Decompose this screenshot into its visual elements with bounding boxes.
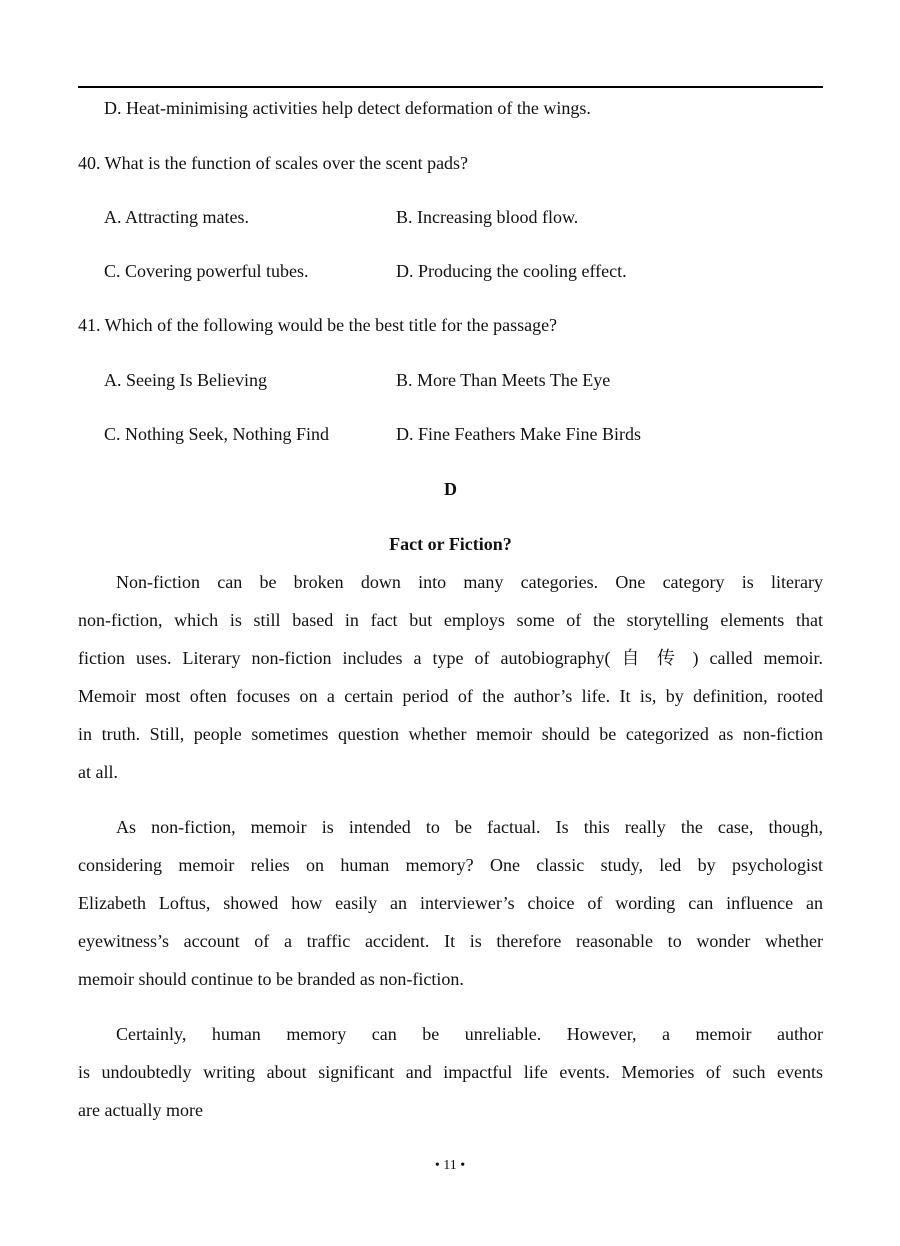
paragraph-2-line: Elizabeth Loftus, showed how easily an interviewer’s choice of wording can influence an (78, 893, 823, 913)
q40-option-b: B. Increasing blood flow. (396, 207, 579, 227)
paragraph-1-line: Non-fiction can be broken down into many categories. One category is literary (116, 572, 823, 592)
q40-option-d: D. Producing the cooling effect. (396, 261, 627, 281)
question-40-stem: 40. What is the function of scales over the scent pads? (78, 153, 469, 173)
paragraph-1-line: non-fiction, which is still based in fact but employs some of the storytelling elements that (78, 610, 823, 630)
q41-option-c: C. Nothing Seek, Nothing Find (104, 424, 330, 444)
paragraph-2-line: considering memoir relies on human memory? One classic study, led by psychologist (78, 855, 823, 875)
paragraph-1-line: at all. (78, 762, 118, 782)
page-number: • 11 • (434, 1158, 466, 1173)
paragraph-1-line: Memoir most often focuses on a certain period of the author’s life. It is, by definition, rooted (78, 686, 823, 706)
q41-option-a: A. Seeing Is Believing (104, 370, 267, 390)
passage-title: Fact or Fiction? (389, 534, 512, 554)
section-label: D (444, 479, 457, 499)
q40-option-c: C. Covering powerful tubes. (104, 261, 309, 281)
paragraph-2-line: As non-fiction, memoir is intended to be factual. Is this really the case, though, (116, 817, 823, 837)
paragraph-3-line: are actually more (78, 1100, 203, 1120)
header-rule (78, 86, 823, 88)
q41-option-b: B. More Than Meets The Eye (396, 370, 611, 390)
paragraph-2-line: eyewitness’s account of a traffic accident. It is therefore reasonable to wonder whether (78, 931, 823, 951)
paragraph-2-line: memoir should continue to be branded as non-fiction. (78, 969, 464, 989)
paragraph-1-line: in truth. Still, people sometimes question whether memoir should be categorized as non-fiction (78, 724, 823, 744)
paragraph-1-line: fiction uses. Literary non-fiction includes a type of autobiography( 自 传 ) called memoir. (78, 648, 823, 668)
q41-option-d: D. Fine Feathers Make Fine Birds (396, 424, 641, 444)
paragraph-3-line: Certainly, human memory can be unreliable. However, a memoir author (116, 1024, 823, 1044)
question-41-stem: 41. Which of the following would be the best title for the passage? (78, 315, 558, 335)
q40-option-a: A. Attracting mates. (104, 207, 249, 227)
previous-option-d: D. Heat-minimising activities help detect deformation of the wings. (104, 98, 591, 118)
paragraph-3-line: is undoubtedly writing about significant and impactful life events. Memories of such events (78, 1062, 823, 1082)
